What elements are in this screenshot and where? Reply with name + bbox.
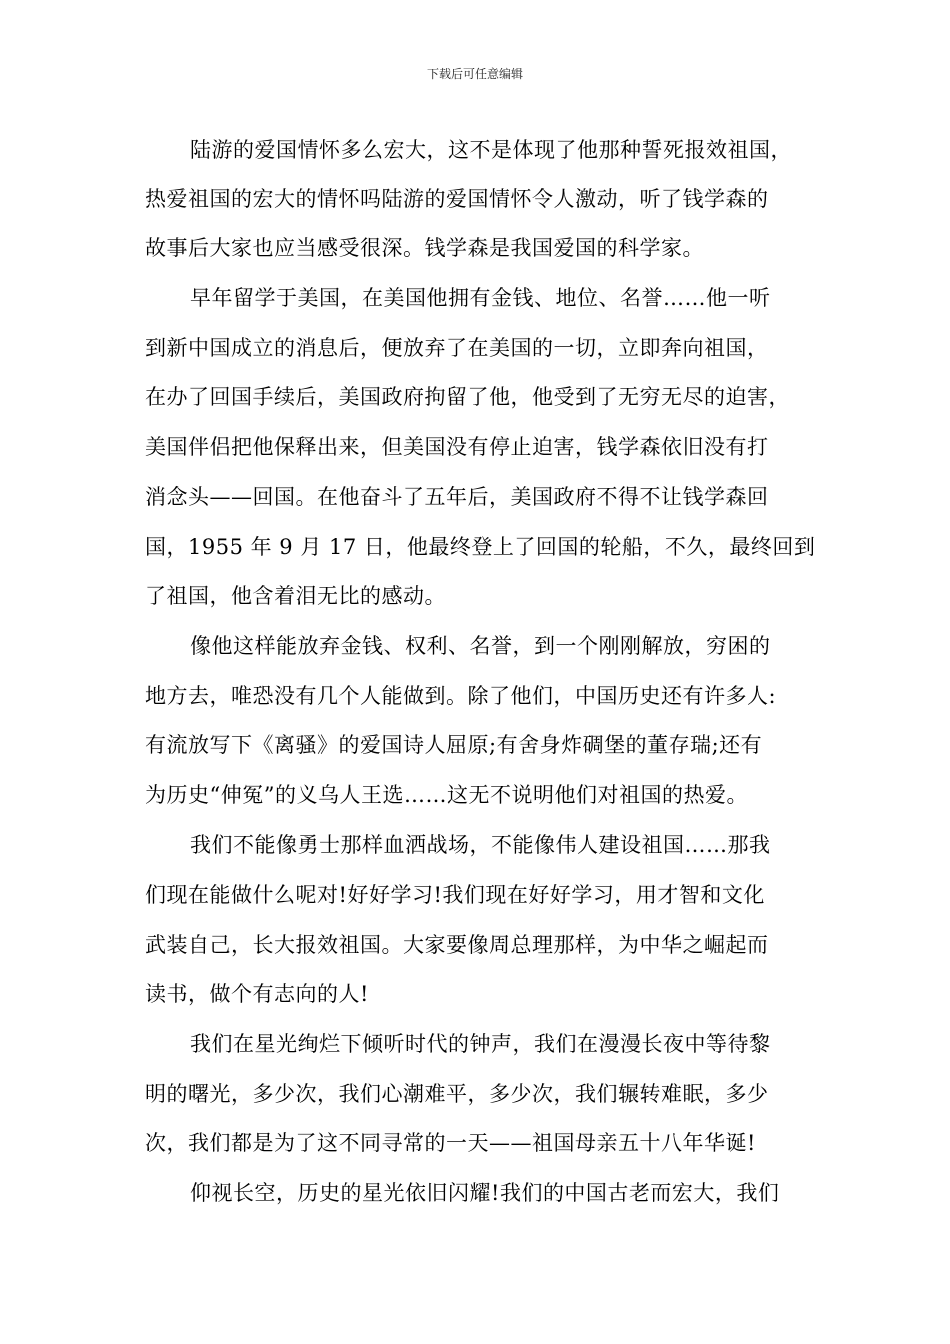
paragraph-3-line-1: 像他这样能放弃金钱、权利、名誉，到一个刚刚解放，穷困的	[190, 634, 771, 658]
paragraph-1-line-1: 陆游的爱国情怀多么宏大，这不是体现了他那种誓死报效祖国，	[190, 138, 792, 162]
paragraph-1-line-3: 故事后大家也应当感受很深。钱学森是我国爱国的科学家。	[145, 236, 704, 260]
paragraph-2-line-7: 了祖国，他含着泪无比的感动。	[145, 584, 446, 608]
paragraph-3-line-4: 为历史“伸冤”的义乌人王选……这无不说明他们对祖国的热爱。	[145, 783, 748, 807]
paragraph-3-line-2: 地方去，唯恐没有几个人能做到。除了他们，中国历史还有许多人:	[145, 684, 777, 708]
paragraph-2-line-2: 到新中国成立的消息后，便放弃了在美国的一切，立即奔向祖国，	[145, 336, 769, 360]
paragraph-2-line-5: 消念头——回国。在他奋斗了五年后，美国政府不得不让钱学森回	[145, 485, 769, 509]
paragraph-5-line-2: 明的曙光，多少次，我们心潮难平，多少次，我们辗转难眠，多少	[145, 1082, 769, 1106]
paragraph-2-line-1: 早年留学于美国，在美国他拥有金钱、地位、名誉……他一听	[190, 286, 771, 310]
paragraph-4-line-4: 读书，做个有志向的人!	[145, 982, 369, 1006]
paragraph-4-line-2: 们现在能做什么呢对!好好学习!我们现在好好学习，用才智和文化	[145, 883, 765, 907]
paragraph-6-line-1: 仰视长空，历史的星光依旧闪耀!我们的中国古老而宏大，我们	[190, 1181, 780, 1205]
paragraph-2-line-6: 国，1955 年 9 月 17 日，他最终登上了回国的轮船，不久，最终回到	[145, 535, 816, 559]
paragraph-2-line-4: 美国伴侣把他保释出来，但美国没有停止迫害，钱学森依旧没有打	[145, 435, 769, 459]
paragraph-1-line-2: 热爱祖国的宏大的情怀吗陆游的爱国情怀令人激动，听了钱学森的	[145, 187, 769, 211]
paragraph-3-line-3: 有流放写下《离骚》的爱国诗人屈原;有舍身炸碉堡的董存瑞;还有	[145, 733, 763, 757]
paragraph-4-line-1: 我们不能像勇士那样血洒战场，不能像伟人建设祖国……那我	[190, 833, 771, 857]
paragraph-5-line-1: 我们在星光绚烂下倾听时代的钟声，我们在漫漫长夜中等待黎	[190, 1032, 771, 1056]
page-header: 下载后可任意编辑	[426, 67, 523, 81]
paragraph-2-line-3: 在办了回国手续后，美国政府拘留了他，他受到了无穷无尽的迫害，	[145, 385, 790, 409]
paragraph-5-line-3: 次，我们都是为了这不同寻常的一天——祖国母亲五十八年华诞!	[145, 1131, 756, 1155]
paragraph-4-line-3: 武装自己，长大报效祖国。大家要像周总理那样，为中华之崛起而	[145, 933, 769, 957]
